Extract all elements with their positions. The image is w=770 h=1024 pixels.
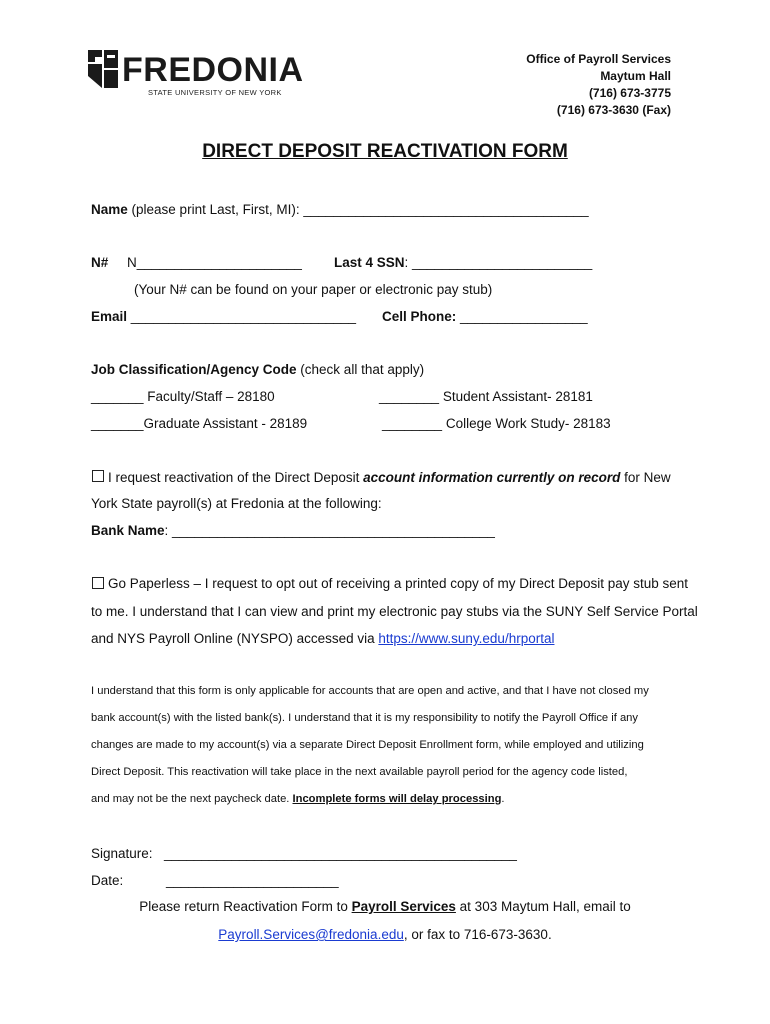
date-field[interactable]: _______________________ (166, 873, 339, 888)
name-field-row[interactable] (91, 202, 589, 217)
job-classification-heading: Job Classification/Agency Code (check all that apply) (91, 362, 425, 377)
logo-wordmark: FREDONIA (122, 51, 304, 89)
job-classification-hint: (check all that apply) (296, 362, 425, 377)
bank-name-field: : ___________________________________________ (164, 523, 495, 538)
hr-portal-link[interactable]: https://www.suny.edu/hrportal (378, 631, 555, 646)
return-instructions-line2: Payroll.Services@fredonia.edu, or fax to 716-673-3630. (218, 927, 552, 942)
return-instructions-line1: Please return Reactivation Form to Payroll Services at 303 Maytum Hall, email to (139, 899, 631, 914)
office-line: (716) 673-3630 (Fax) (556, 103, 671, 117)
disclaimer-line: I understand that this form is only applicable for accounts that are open and active, and that I have not closed my (91, 685, 649, 697)
n-number-note: (Your N# can be found on your paper or electronic pay stub) (134, 282, 493, 297)
job-option-faculty-staff[interactable]: _______ Faculty/Staff – 28180 (91, 389, 275, 404)
incomplete-forms-warning: Incomplete forms will delay processing (292, 793, 502, 805)
signature-field[interactable]: _______________________________________________ (164, 846, 517, 861)
name-hint: (please print Last, First, MI): ______________________________________ (127, 202, 589, 217)
payroll-email-link[interactable]: Payroll.Services@fredonia.edu (218, 927, 404, 942)
job-option-college-work-study[interactable]: ________ College Work Study- 28183 (382, 416, 611, 431)
office-line: Office of Payroll Services (526, 52, 671, 66)
logo-subtitle: STATE UNIVERSITY OF NEW YORK (148, 88, 282, 97)
reactivation-text-line2: York State payroll(s) at Fredonia at the following: (91, 496, 382, 511)
cell-phone-label: Cell Phone: (382, 309, 457, 324)
job-option-graduate-assistant[interactable]: _______Graduate Assistant - 28189 (91, 416, 308, 431)
disclaimer-line: changes are made to my account(s) via a separate Direct Deposit Enrollment form, while employed and utilizing (91, 739, 644, 751)
ssn-label: Last 4 SSN (334, 255, 405, 270)
office-line: (716) 673-3775 (588, 86, 671, 100)
bank-name-field-row[interactable] (91, 523, 495, 538)
cell-phone-field: _________________ (456, 309, 588, 324)
reactivation-emphasis: account information currently on record (363, 470, 621, 485)
form-title: DIRECT DEPOSIT REACTIVATION FORM (202, 141, 568, 162)
disclaimer-line-last: and may not be the next paycheck date. Incomplete forms will delay processing. (91, 793, 505, 805)
paperless-text-line1: Go Paperless – I request to opt out of receiving a printed copy of my Direct Deposit pay stub sent (108, 576, 689, 591)
signature-label: Signature: (91, 846, 153, 861)
email-label: Email (91, 309, 128, 324)
n-number-field[interactable]: N______________________ (127, 255, 302, 270)
email-field-row[interactable] (91, 309, 356, 324)
reactivation-checkbox[interactable] (92, 470, 104, 482)
reactivation-text: I request reactivation of the Direct Deposit account information currently on record for New (108, 470, 671, 485)
office-line: Maytum Hall (600, 69, 671, 83)
ssn-field-row[interactable] (334, 255, 592, 270)
date-label: Date: (91, 873, 124, 888)
paperless-text-line2: to me. I understand that I can view and print my electronic pay stubs via the SUNY Self Service Portal (91, 604, 698, 619)
name-label: Name (91, 202, 128, 217)
cell-phone-field-row[interactable] (382, 309, 588, 324)
job-option-student-assistant[interactable]: ________ Student Assistant- 28181 (379, 389, 593, 404)
bank-name-label: Bank Name (91, 523, 165, 538)
disclaimer-line: bank account(s) with the listed bank(s). I understand that it is my responsibility to notify the Payroll Office if any (91, 712, 638, 724)
go-paperless-checkbox[interactable] (92, 577, 104, 589)
ssn-field: : ________________________ (404, 255, 593, 270)
fredonia-emblem-icon (88, 50, 120, 90)
n-number-label: N# (91, 255, 109, 270)
email-field: ______________________________ (127, 309, 357, 324)
office-contact-block (526, 51, 671, 119)
paperless-text-line3: and NYS Payroll Online (NYSPO) accessed via https://www.suny.edu/hrportal (91, 631, 555, 646)
disclaimer-line: Direct Deposit. This reactivation will take place in the next available payroll period for the agency code listed, (91, 766, 628, 778)
payroll-services-emphasis: Payroll Services (351, 899, 456, 914)
fredonia-logo (88, 48, 318, 100)
